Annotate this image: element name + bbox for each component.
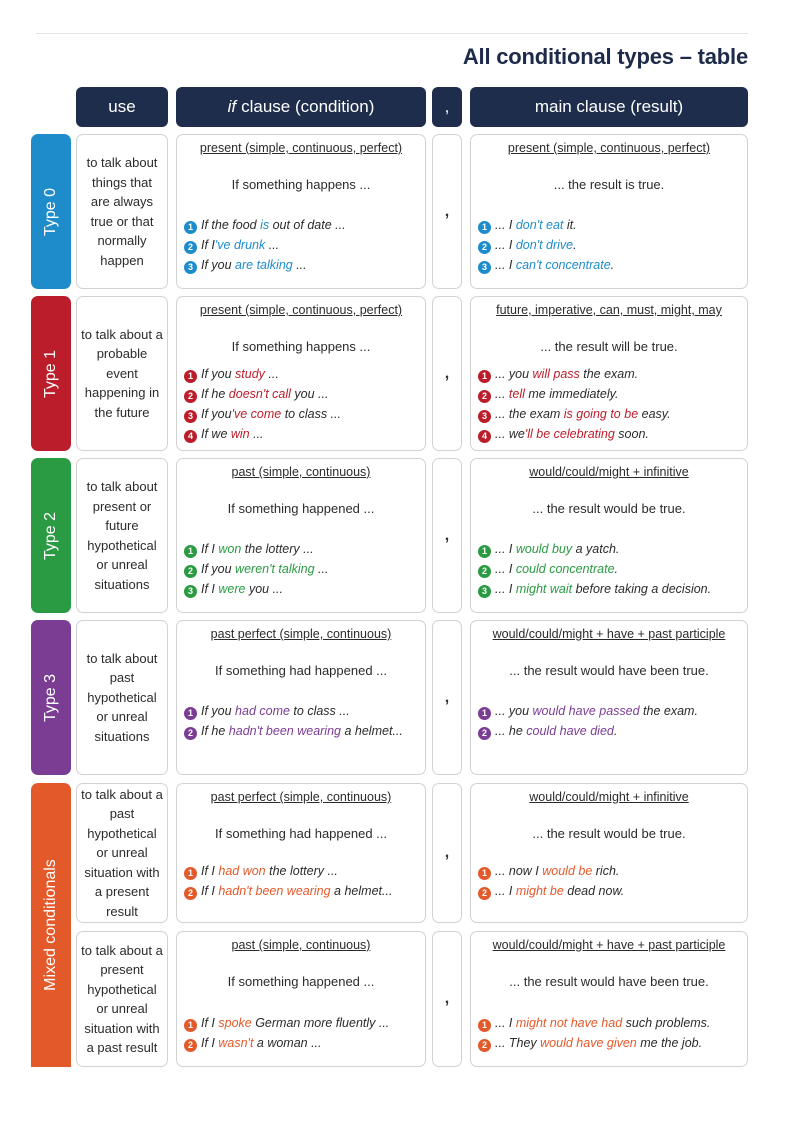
main-clause-general: ... the result would be true. [532, 826, 686, 841]
example-text: If he [201, 724, 229, 738]
example-highlight: will pass [532, 367, 580, 381]
header-if-clause: if clause (condition) [176, 87, 426, 127]
if-example [184, 884, 421, 900]
example-highlight: had come [235, 704, 290, 718]
example-highlight: 've drunk [214, 238, 266, 252]
if-example [184, 582, 421, 598]
example-highlight: would have passed [532, 704, 640, 718]
example-text: . [610, 258, 615, 272]
example-text: ... I [495, 562, 516, 576]
example-text: soon. [614, 427, 649, 441]
main-clause-general: ... the result would be true. [532, 501, 686, 516]
example-number-badge: 3 [184, 410, 197, 423]
comma-cell-0: , [432, 134, 462, 289]
example-number-badge: 1 [184, 221, 197, 234]
if-clause-cell-0 [176, 134, 426, 289]
example-highlight: doesn't call [228, 387, 291, 401]
main-example [478, 427, 743, 443]
example-number-badge: 2 [184, 241, 197, 254]
main-example [478, 724, 743, 740]
example-text: ... They [495, 1036, 541, 1050]
example-text: If the food [201, 218, 261, 232]
example-highlight: study [235, 367, 265, 381]
example-text: If I [201, 582, 219, 596]
if-example [184, 864, 421, 880]
example-text: . [614, 562, 619, 576]
example-highlight: wasn't [218, 1036, 254, 1050]
example-text: If I [201, 1016, 219, 1030]
main-clause-cell-4 [470, 783, 748, 923]
use-cell-5: to talk about a present hypothetical or unreal situation with a past result [76, 931, 168, 1067]
example-text: If you [201, 704, 236, 718]
example-number-badge: 2 [184, 1039, 197, 1052]
main-example [478, 238, 743, 254]
example-number-badge: 1 [184, 370, 197, 383]
if-clause-tense: past perfect (simple, continuous) [210, 627, 392, 641]
example-number-badge: 1 [478, 545, 491, 558]
if-clause-general: If something happens ... [231, 339, 371, 354]
example-text: the exam. [579, 367, 639, 381]
example-highlight: might be [515, 884, 564, 898]
example-number-badge: 4 [478, 430, 491, 443]
main-example [478, 387, 743, 403]
example-highlight: hadn't been wearing [218, 884, 331, 898]
example-highlight: tell [508, 387, 525, 401]
use-cell-0: to talk about things that are always true or that normally happen [76, 134, 168, 289]
main-clause-cell-2 [470, 458, 748, 613]
example-highlight: are talking [235, 258, 293, 272]
if-clause-tense: present (simple, continuous, perfect) [199, 141, 403, 155]
if-clause-tense: past perfect (simple, continuous) [210, 790, 392, 804]
example-highlight: 've come [231, 407, 282, 421]
example-text: to class ... [289, 704, 350, 718]
example-number-badge: 3 [478, 261, 491, 274]
if-clause-general: If something happened ... [227, 974, 375, 989]
example-text: the exam. [639, 704, 698, 718]
main-example [478, 1016, 743, 1032]
example-text: If you [201, 562, 236, 576]
example-text: out of date ... [269, 218, 346, 232]
example-number-badge: 3 [184, 585, 197, 598]
side-label-text: Type 2 [42, 511, 59, 560]
example-highlight: hadn't been wearing [228, 724, 341, 738]
main-clause-cell-1 [470, 296, 748, 451]
side-label-text: Type 0 [42, 187, 59, 236]
example-highlight: might not have had [515, 1016, 623, 1030]
example-highlight: is going to be [563, 407, 639, 421]
example-highlight: can't concentrate [515, 258, 611, 272]
example-number-badge: 2 [478, 1039, 491, 1052]
side-label-text: Mixed conditionals [42, 859, 59, 991]
example-text: ... I [495, 218, 516, 232]
example-text: ... [314, 562, 329, 576]
example-text: ... [292, 258, 307, 272]
example-highlight: would be [542, 864, 593, 878]
main-example [478, 1036, 743, 1052]
example-highlight: might wait [515, 582, 573, 596]
example-number-badge: 1 [478, 221, 491, 234]
example-text: ... we [495, 427, 525, 441]
comma-cell-5: , [432, 931, 462, 1067]
if-example [184, 724, 421, 740]
example-text: If you [201, 367, 236, 381]
example-text: If I [201, 864, 219, 878]
side-label-text: Type 3 [42, 673, 59, 722]
main-example [478, 704, 743, 720]
header-use: use [76, 87, 168, 127]
example-number-badge: 1 [478, 707, 491, 720]
header-comma: , [432, 87, 462, 127]
example-text: ... [249, 427, 264, 441]
example-highlight: spoke [218, 1016, 252, 1030]
example-text: the lottery ... [241, 542, 314, 556]
example-text: German more fluently ... [251, 1016, 390, 1030]
side-label-text: Type 1 [42, 349, 59, 398]
example-text: a yatch. [572, 542, 620, 556]
example-number-badge: 2 [478, 241, 491, 254]
example-highlight: would buy [515, 542, 573, 556]
example-text: it. [563, 218, 577, 232]
example-number-badge: 1 [478, 370, 491, 383]
example-text: If I [201, 238, 215, 252]
example-text: you ... [245, 582, 283, 596]
main-clause-cell-0 [470, 134, 748, 289]
main-example [478, 407, 743, 423]
if-clause-general: If something had happened ... [214, 663, 387, 678]
example-highlight: 'll be celebrating [524, 427, 615, 441]
example-text: easy. [638, 407, 671, 421]
main-clause-general: ... the result would have been true. [509, 974, 709, 989]
header-main-clause: main clause (result) [470, 87, 748, 127]
main-example [478, 884, 743, 900]
example-text: me the job. [636, 1036, 703, 1050]
comma-cell-4: , [432, 783, 462, 923]
if-example [184, 427, 421, 443]
if-clause-tense: present (simple, continuous, perfect) [199, 303, 403, 317]
main-example [478, 582, 743, 598]
main-clause-cell-5 [470, 931, 748, 1067]
if-example [184, 562, 421, 578]
if-clause-cell-5 [176, 931, 426, 1067]
example-text: rich. [592, 864, 620, 878]
example-number-badge: 2 [184, 390, 197, 403]
if-clause-general: If something happens ... [231, 177, 371, 192]
main-example [478, 864, 743, 880]
use-cell-1: to talk about a probable event happening in the future [76, 296, 168, 451]
example-number-badge: 1 [184, 867, 197, 880]
example-number-badge: 2 [184, 727, 197, 740]
example-text: ... I [495, 582, 516, 596]
if-clause-cell-2 [176, 458, 426, 613]
example-highlight: had won [218, 864, 266, 878]
example-text: ... now I [495, 864, 543, 878]
example-text: ... [264, 367, 279, 381]
main-example [478, 367, 743, 383]
main-clause-tense: would/could/might + infinitive [529, 790, 689, 804]
example-text: ... I [495, 884, 516, 898]
example-text: before taking a decision. [572, 582, 712, 596]
main-example [478, 562, 743, 578]
use-cell-3: to talk about past hypothetical or unreal situations [76, 620, 168, 775]
if-clause-tense: past (simple, continuous) [231, 465, 371, 479]
example-text: ... he [495, 724, 527, 738]
if-example [184, 1016, 421, 1032]
if-clause-general: If something had happened ... [214, 826, 387, 841]
if-clause-tense: past (simple, continuous) [231, 938, 371, 952]
example-text: If we [201, 427, 231, 441]
example-text: a helmet... [330, 884, 393, 898]
example-text: If he [201, 387, 229, 401]
example-text: If you [201, 258, 236, 272]
example-highlight: could concentrate [515, 562, 615, 576]
example-number-badge: 2 [478, 727, 491, 740]
comma-cell-1: , [432, 296, 462, 451]
if-example [184, 367, 421, 383]
example-text: ... [495, 387, 509, 401]
example-text: If you [201, 407, 232, 421]
example-text: a helmet... [341, 724, 403, 738]
main-clause-tense: would/could/might + infinitive [529, 465, 689, 479]
comma-cell-2: , [432, 458, 462, 613]
example-highlight: is [260, 218, 270, 232]
example-highlight: were [218, 582, 246, 596]
example-text: If I [201, 884, 219, 898]
example-number-badge: 1 [184, 707, 197, 720]
side-label-type-0 [31, 134, 71, 289]
example-text: ... [265, 238, 280, 252]
if-example [184, 407, 421, 423]
example-text: me immediately. [524, 387, 619, 401]
if-example [184, 387, 421, 403]
example-number-badge: 1 [478, 1019, 491, 1032]
example-number-badge: 2 [184, 887, 197, 900]
example-text: ... I [495, 542, 516, 556]
main-clause-tense: future, imperative, can, must, might, may [496, 303, 722, 317]
main-clause-tense: present (simple, continuous, perfect) [507, 141, 711, 155]
example-highlight: win [230, 427, 250, 441]
example-number-badge: 1 [478, 867, 491, 880]
side-label-type-1 [31, 296, 71, 451]
example-text: ... I [495, 1016, 516, 1030]
if-clause-general: If something happened ... [227, 501, 375, 516]
side-label-type-2 [31, 458, 71, 613]
example-text: to class ... [281, 407, 341, 421]
if-example [184, 238, 421, 254]
example-text: ... the exam [495, 407, 564, 421]
example-text: a woman ... [253, 1036, 322, 1050]
if-clause-cell-1 [176, 296, 426, 451]
if-example [184, 258, 421, 274]
main-example [478, 218, 743, 234]
example-number-badge: 1 [184, 545, 197, 558]
main-example [478, 258, 743, 274]
example-highlight: won [218, 542, 242, 556]
if-example [184, 218, 421, 234]
page-title: All conditional types – table [462, 44, 748, 69]
main-example [478, 542, 743, 558]
example-text: you ... [290, 387, 329, 401]
example-text: such problems. [622, 1016, 711, 1030]
example-text: ... you [495, 704, 533, 718]
example-number-badge: 2 [478, 887, 491, 900]
example-number-badge: 3 [478, 585, 491, 598]
example-number-badge: 3 [478, 410, 491, 423]
side-label-mixed [31, 783, 71, 1067]
main-clause-general: ... the result is true. [553, 177, 665, 192]
example-text: the lottery ... [265, 864, 338, 878]
example-highlight: don't drive [515, 238, 574, 252]
top-divider [36, 33, 748, 34]
example-highlight: would have given [540, 1036, 637, 1050]
use-cell-2: to talk about present or future hypothetical or unreal situations [76, 458, 168, 613]
example-text: ... I [495, 258, 516, 272]
if-example [184, 1036, 421, 1052]
main-clause-general: ... the result will be true. [540, 339, 678, 354]
main-clause-tense: would/could/might + have + past participle [492, 627, 726, 641]
example-number-badge: 2 [184, 565, 197, 578]
if-example [184, 542, 421, 558]
use-cell-4: to talk about a past hypothetical or unreal situation with a present result [76, 783, 168, 923]
if-clause-cell-3 [176, 620, 426, 775]
example-text: ... I [495, 238, 516, 252]
main-clause-cell-3 [470, 620, 748, 775]
example-text: ... you [495, 367, 533, 381]
example-number-badge: 4 [184, 430, 197, 443]
example-highlight: weren't talking [235, 562, 315, 576]
example-highlight: could have died [526, 724, 614, 738]
if-example [184, 704, 421, 720]
example-text: If I [201, 1036, 219, 1050]
example-highlight: don't eat [515, 218, 564, 232]
example-number-badge: 2 [478, 390, 491, 403]
comma-cell-3: , [432, 620, 462, 775]
example-text: If I [201, 542, 219, 556]
main-clause-tense: would/could/might + have + past participle [492, 938, 726, 952]
example-text: . [613, 724, 618, 738]
example-text: dead now. [563, 884, 625, 898]
main-clause-general: ... the result would have been true. [509, 663, 709, 678]
example-number-badge: 1 [184, 1019, 197, 1032]
example-number-badge: 2 [478, 565, 491, 578]
side-label-type-3 [31, 620, 71, 775]
if-clause-cell-4 [176, 783, 426, 923]
example-number-badge: 3 [184, 261, 197, 274]
example-text: . [573, 238, 577, 252]
